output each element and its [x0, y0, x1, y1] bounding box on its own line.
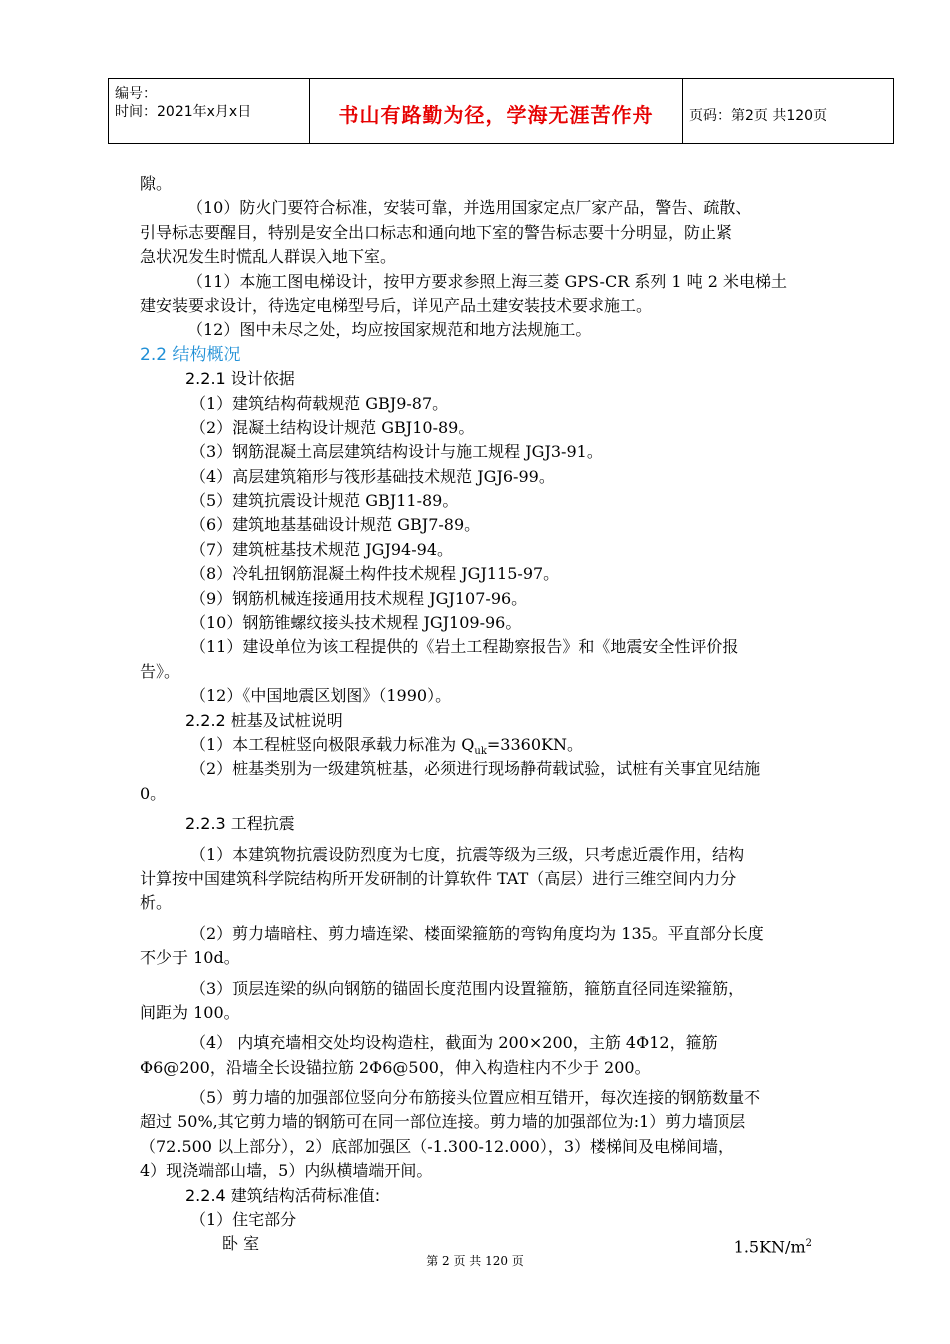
- body-line: （12）图中未尽之处，均应按国家规范和地方法规施工。: [187, 320, 592, 340]
- body-line: 急状况发生时慌乱人群误入地下室。: [140, 247, 397, 267]
- reference-item: （3）钢筋混凝土高层建筑结构设计与施工规程 JGJ3-91。: [190, 442, 603, 462]
- seismic-item-5-continued: 超过 50%,其它剪力墙的钢筋可在同一部位连接。剪力墙的加强部位为:1）剪力墙顶层: [140, 1112, 746, 1132]
- body-line: 建安装要求设计，待选定电梯型号后，详见产品土建安装技术要求施工。: [140, 295, 653, 315]
- seismic-item-5-continued: （72.500 以上部分），2）底部加强区（-1.300-12.000），3）楼梯间及电梯间墙，: [140, 1136, 735, 1156]
- pile-item-1-text: （1）本工程桩竖向极限承载力标准为 Q: [190, 734, 475, 754]
- reference-item: （12）《中国地震区划图》（1990）。: [190, 686, 452, 706]
- reference-item: （6）建筑地基基础设计规范 GBJ7-89。: [190, 515, 481, 535]
- reference-item: （5）建筑抗震设计规范 GBJ11-89。: [190, 491, 459, 511]
- subsection-heading-2-2-4: 2.2.4 建筑结构活荷标准值:: [185, 1185, 381, 1205]
- pile-item-2: （2）桩基类别为一级建筑桩基，必须进行现场静荷载试验，试桩有关事宜见结施: [190, 759, 761, 779]
- document-time-label: 时间：2021年x月x日: [115, 104, 252, 120]
- document-body: [140, 172, 860, 1257]
- reference-item: （2）混凝土结构设计规范 GBJ10-89。: [190, 417, 475, 437]
- load-item-1: （1）住宅部分: [190, 1210, 297, 1230]
- reference-item: （8）冷轧扭钢筋混凝土构件技术规程 JGJ115-97。: [190, 564, 560, 584]
- header-left-cell: [109, 79, 309, 143]
- seismic-item-3-continued: 间距为 100。: [140, 1002, 240, 1022]
- header-page-number: 页码：第2页 共120页: [689, 108, 828, 124]
- pile-item-1-subscript: uk: [474, 746, 487, 758]
- reference-item: （11）建设单位为该工程提供的《岩土工程勘察报告》和《地震安全性评价报: [190, 637, 739, 657]
- load-row-value: 1.5KN/m: [733, 1237, 806, 1257]
- header-motto-cell: [309, 79, 683, 143]
- header-motto: 书山有路勤为径，学海无涯苦作舟: [338, 103, 654, 127]
- reference-item: （9）钢筋机械连接通用技术规程 JGJ107-96。: [190, 588, 528, 608]
- reference-item-continued: 告》。: [140, 661, 181, 681]
- seismic-item-2: （2）剪力墙暗柱、剪力墙连梁、楼面梁箍筋的弯钩角度均为 135。平直部分长度: [190, 923, 764, 943]
- subsection-heading-2-2-1: 2.2.1 设计依据: [185, 369, 295, 389]
- seismic-item-1: （1）本建筑物抗震设防烈度为七度，抗震等级为三级，只考虑近震作用，结构: [190, 844, 745, 864]
- document-number-label: 编号：: [115, 86, 157, 102]
- pile-item-2-continued: 0。: [140, 783, 167, 803]
- seismic-item-5-continued: 4）现浇端部山墙，5）内纵横墙端开间。: [140, 1161, 433, 1181]
- reference-item: （4）高层建筑箱形与筏形基础技术规范 JGJ6-99。: [190, 466, 555, 486]
- pile-item-1: [140, 733, 860, 757]
- section-heading-2-2: 2.2 结构概况: [140, 344, 241, 365]
- seismic-item-4: （4） 内填充墙相交处均设构造柱，截面为 200×200，主筋 4Φ12，箍筋: [190, 1033, 718, 1053]
- body-line: 隙。: [140, 174, 173, 193]
- seismic-item-5: （5）剪力墙的加强部位竖向分布筋接头位置应相互错开，每次连接的钢筋数量不: [190, 1088, 761, 1108]
- subsection-heading-2-2-3: 2.2.3 工程抗震: [185, 814, 295, 834]
- seismic-item-4-continued: Φ6@200，沿墙全长设锚拉筋 2Φ6@500，伸入构造柱内不少于 200。: [140, 1057, 651, 1077]
- body-line: （11）本施工图电梯设计，按甲方要求参照上海三菱 GPS-CR 系列 1 吨 2 米电梯土: [187, 271, 788, 291]
- load-row-label: 卧 室: [222, 1234, 260, 1254]
- page-footer: 第 2 页 共 120 页: [426, 1254, 524, 1268]
- body-line: （10）防火门要符合标准，安装可靠，并选用国家定点厂家产品，警告、疏散、: [187, 198, 752, 218]
- reference-item: （10）钢筋锥螺纹接头技术规程 JGJ109-96。: [190, 613, 522, 633]
- seismic-item-1-continued: 析。: [140, 893, 173, 913]
- reference-item: （1）建筑结构荷载规范 GBJ9-87。: [190, 393, 449, 413]
- reference-item: （7）建筑桩基技术规范 JGJ94-94。: [190, 539, 454, 559]
- seismic-item-3: （3）顶层连梁的纵向钢筋的锚固长度范围内设置箍筋，箍筋直径同连梁箍筋，: [190, 978, 745, 998]
- seismic-item-2-continued: 不少于 10d。: [140, 948, 240, 968]
- seismic-item-1-continued: 计算按中国建筑科学院结构所开发研制的计算软件 TAT（高层）进行三维空间内力分: [140, 868, 737, 888]
- header-page-cell: [681, 79, 893, 143]
- body-line: 引导标志要醒目，特别是安全出口标志和通向地下室的警告标志要十分明显，防止紧: [140, 222, 733, 242]
- page-header: [108, 78, 894, 144]
- pile-item-1-value: =3360KN。: [486, 734, 583, 754]
- load-row-unit-exponent: 2: [805, 1238, 812, 1250]
- subsection-heading-2-2-2: 2.2.2 桩基及试桩说明: [185, 710, 343, 730]
